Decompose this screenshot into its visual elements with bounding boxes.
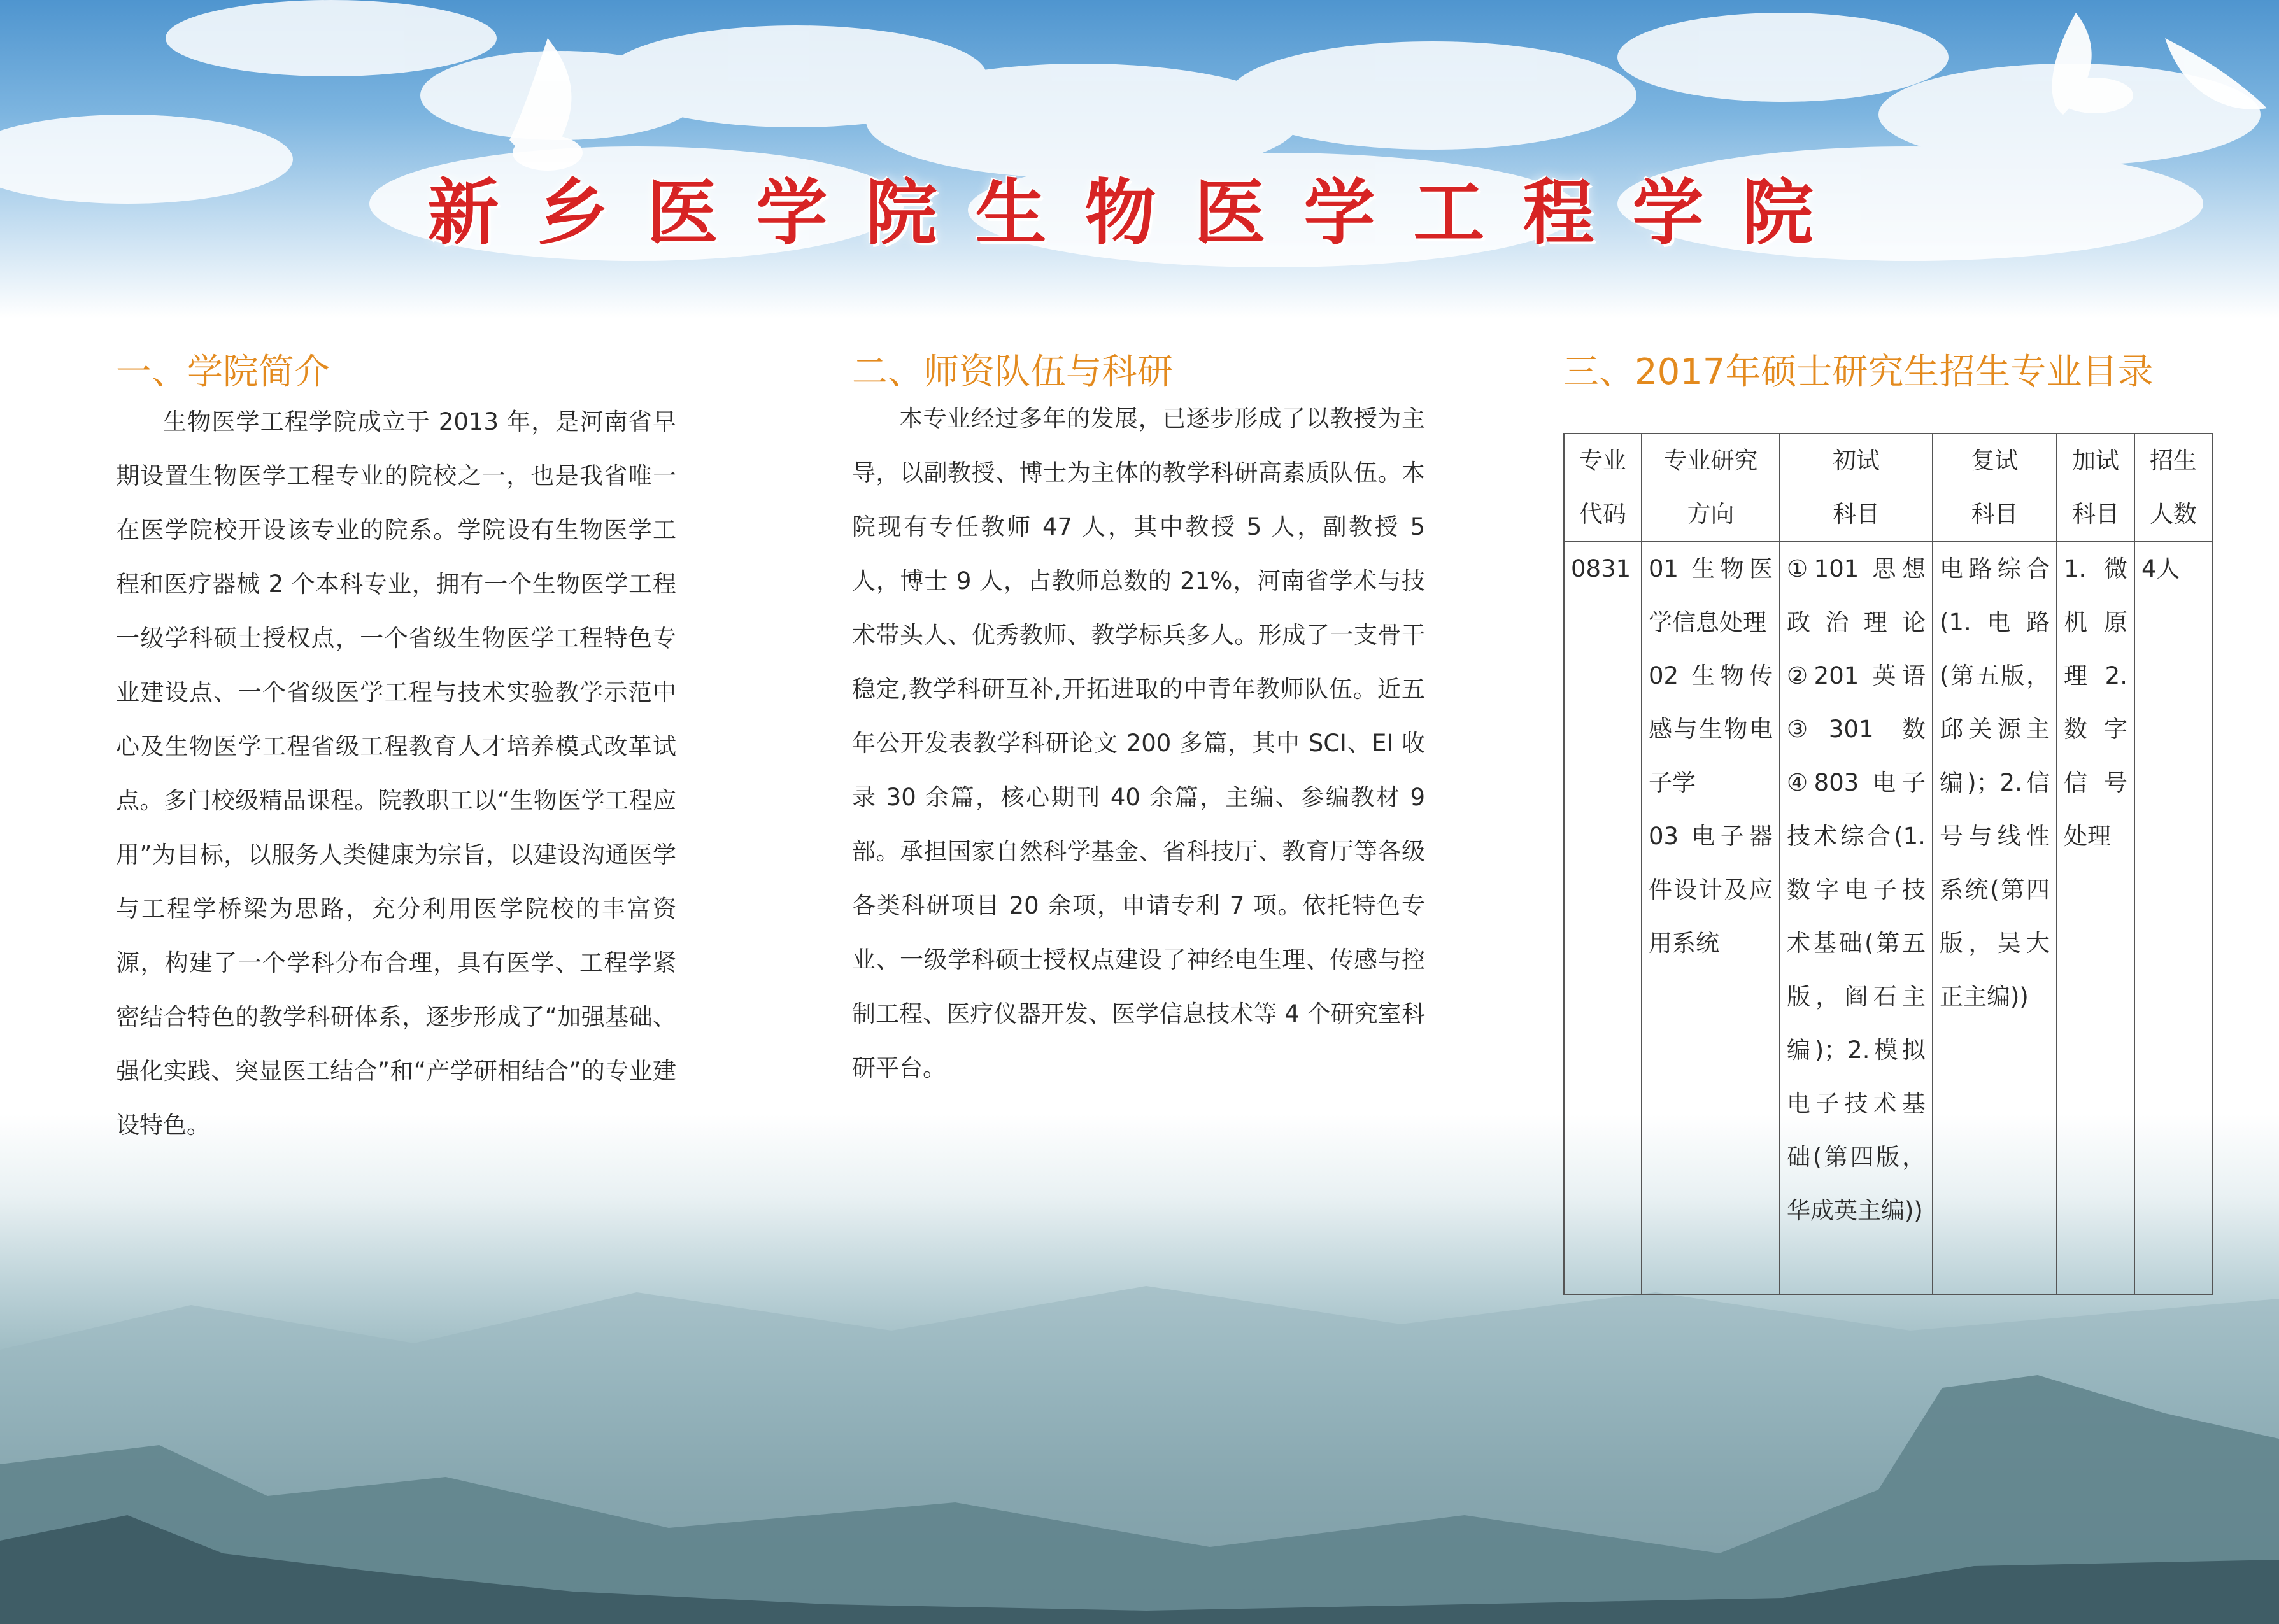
header-direction: 专业研究 方向 (1642, 434, 1780, 542)
section-heading-faculty: 二、师资队伍与科研 (852, 351, 1173, 393)
section-heading-introduction: 一、学院简介 (116, 351, 330, 393)
header-code: 专业 代码 (1564, 434, 1642, 542)
faculty-text: 本专业经过多年的发展，已逐步形成了以教授为主导，以副教授、博士为主体的教学科研高素质队伍。本院现有专任教师 47 人，其中教授 5 人，副教授 5 人，博士 9 人，占教师总数的 21%，河南省学术与技术带头人、优秀教师、教学标兵多人。形成了一支骨干稳定,教学科研互补,开拓进取的中青年教师队伍。近五年公开发表教学科研论文 200 多篇，其中 SCI、EI 收录 30 余篇，核心期刊 40 余篇，主编、参编教材 9 部。承担国家自然科学基金、省科技厅、教育厅等各级各类科研项目 20 余项，申请专利 7 项。依托特色专业、一级学科硕士授权点建设了神经电生理、传感与控制工程、医疗仪器开发、医学信息技术等 4 个研究室科研平台。 (852, 405, 1425, 1082)
header-exam: 初试 科目 (1780, 434, 1933, 542)
cell-quota: 4人 (2134, 542, 2212, 1294)
header-quota: 招生 人数 (2134, 434, 2212, 542)
header-extra: 加试 科目 (2057, 434, 2134, 542)
mountains (0, 1286, 2279, 1624)
cell-exam: ①101 思想政治理论 ②201 英语 ③301 数 ④803 电子技术综合(1.数字电子技术基础(第五版，阎石主编)；2.模拟电子技术基础(第四版，华成英主编)) (1780, 542, 1933, 1294)
cell-code: 0831 (1564, 542, 1642, 1294)
table-row (1564, 542, 2212, 1294)
page-title: 新乡医学院生物医学工程学院 (427, 171, 1852, 255)
admission-catalog-table (1563, 433, 2213, 1295)
header-retest: 复试 科目 (1933, 434, 2057, 542)
cell-directions: 01 生物医学信息处理 02 生物传感与生物电子学 03 电子器件设计及应用系统 (1642, 542, 1780, 1294)
introduction-text: 生物医学工程学院成立于 2013 年，是河南省早期设置生物医学工程专业的院校之一，也是我省唯一在医学院校开设该专业的院系。学院设有生物医学工程和医疗器械 2 个本科专业，拥有一个生物医学工程一级学科硕士授权点，一个省级生物医学工程特色专业建设点、一个省级医学工程与技术实验教学示范中心及生物医学工程省级工程教育人才培养模式改革试点。多门校级精品课程。院教职工以“生物医学工程应用”为目标，以服务人类健康为宗旨，以建设沟通医学与工程学桥梁为思路，充分利用医学院校的丰富资源，构建了一个学科分布合理，具有医学、工程学紧密结合特色的教学科研体系，逐步形成了“加强基础、强化实践、突显医工结合”和“产学研相结合”的专业建设特色。 (116, 408, 676, 1139)
cell-retest: 电路综合(1.电路(第五版，邱关源主编)；2.信号与线性系统(第四版，吴大正主编)) (1933, 542, 2057, 1294)
cell-extra: 1. 微机原理 2. 数字信号处理 (2057, 542, 2134, 1294)
table-header-row (1564, 434, 2212, 542)
section-heading-catalog: 三、2017年硕士研究生招生专业目录 (1563, 351, 2154, 393)
